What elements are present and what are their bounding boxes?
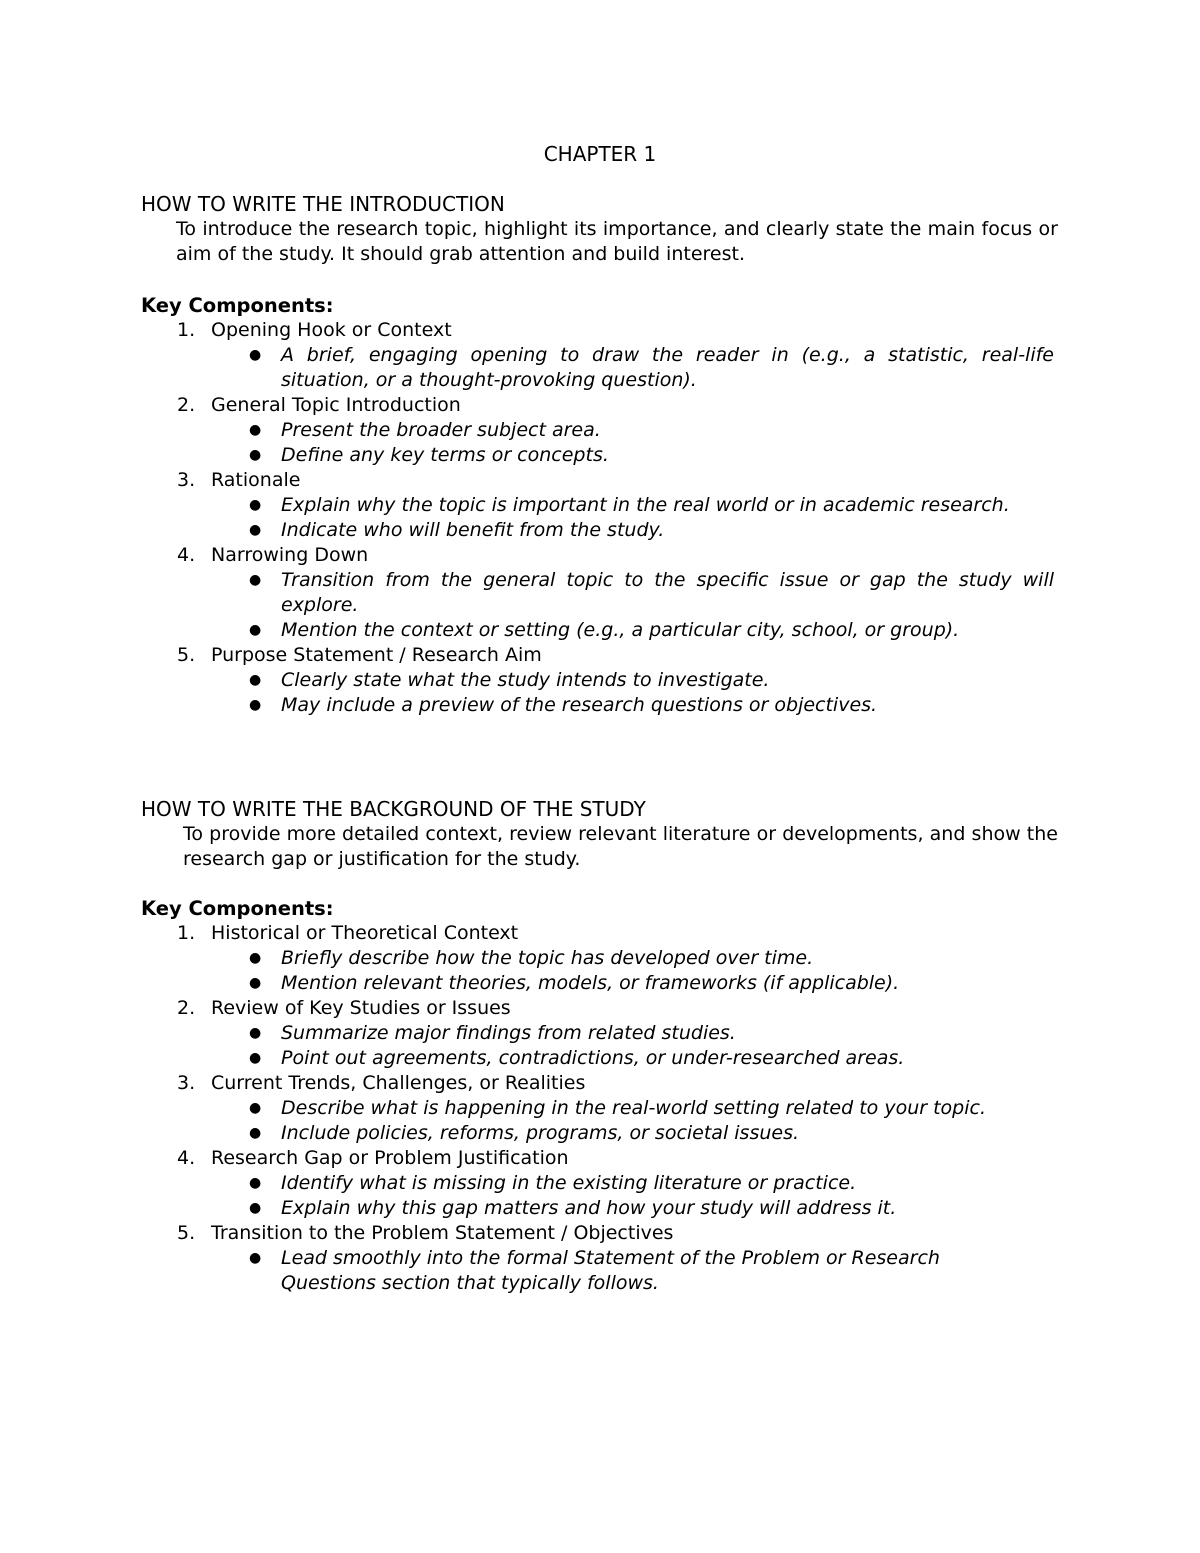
bullet-icon: ● [249,950,262,966]
bullet-point: ● Mention relevant theories, models, or frameworks (if applicable). [249,972,900,994]
component-title: Research Gap or Problem Justification [211,1147,569,1169]
component-number: 3. [177,469,196,491]
bullet-icon: ● [249,347,262,363]
bullet-point: ● Lead smoothly into the formal Statement of the Problem or Research Questions section that typically follows. [249,1247,940,1294]
component-item [141,643,1061,718]
points-list [141,668,1061,718]
bullet-point: ● A brief, engaging opening to draw the reader in (e.g., a statistic, real-life situation, or a thought-provoking question). [249,344,1054,391]
component-item [141,468,1061,543]
component-number: 2. [177,394,196,416]
component-title: Narrowing Down [211,544,369,566]
component-number: 4. [177,544,196,566]
section-heading: HOW TO WRITE THE BACKGROUND OF THE STUDY [141,797,646,821]
section-heading: HOW TO WRITE THE INTRODUCTION [141,192,505,216]
bullet-icon: ● [249,1200,262,1216]
component-item [141,393,1061,468]
component-number: 5. [177,644,196,666]
bullet-point: ● Summarize major findings from related studies. [249,1022,736,1044]
bullet-point: ● Explain why this gap matters and how your study will address it. [249,1197,897,1219]
bullet-point: ● Describe what is happening in the real-world setting related to your topic. [249,1097,986,1119]
bullet-icon: ● [249,522,262,538]
key-components-label: Key Components: [141,294,334,317]
component-title: Current Trends, Challenges, or Realities [211,1072,586,1094]
component-title: Transition to the Problem Statement / Objectives [211,1222,674,1244]
bullet-point: ● Define any key terms or concepts. [249,444,609,466]
bullet-point: ● Transition from the general topic to the specific issue or gap the study will explore. [249,569,1054,616]
components-list [141,921,1061,1296]
bullet-icon: ● [249,1175,262,1191]
component-item [141,318,1061,393]
bullet-point: ● Clearly state what the study intends to investigate. [249,669,770,691]
bullet-icon: ● [249,697,262,713]
section-description: To provide more detailed context, review relevant literature or developments, and show the research gap or justification for the study. [183,823,1058,870]
component-number: 5. [177,1222,196,1244]
component-item [141,543,1061,643]
points-list [141,1171,1061,1221]
bullet-point: ● Point out agreements, contradictions, or under-researched areas. [249,1047,905,1069]
component-title: Opening Hook or Context [211,319,452,341]
component-item [141,1071,1061,1146]
component-number: 2. [177,997,196,1019]
bullet-point: ● Briefly describe how the topic has developed over time. [249,947,814,969]
bullet-icon: ● [249,447,262,463]
bullet-icon: ● [249,1100,262,1116]
bullet-icon: ● [249,622,262,638]
bullet-icon: ● [249,672,262,688]
points-list [141,493,1061,543]
section-background [141,797,1061,1296]
component-number: 1. [177,922,196,944]
component-title: Review of Key Studies or Issues [211,997,511,1019]
points-list [141,343,1061,393]
bullet-point: ● Indicate who will benefit from the study. [249,519,665,541]
bullet-point: ● Explain why the topic is important in the real world or in academic research. [249,494,1010,516]
bullet-icon: ● [249,975,262,991]
bullet-point: ● Identify what is missing in the existing literature or practice. [249,1172,857,1194]
bullet-icon: ● [249,422,262,438]
points-list [141,1246,1061,1296]
component-number: 1. [177,319,196,341]
components-list [141,318,1061,718]
component-title: Historical or Theoretical Context [211,922,519,944]
points-list [141,418,1061,468]
bullet-point: ● Mention the context or setting (e.g., a particular city, school, or group). [249,619,960,641]
bullet-icon: ● [249,1025,262,1041]
component-number: 3. [177,1072,196,1094]
component-item [141,921,1061,996]
points-list [141,1021,1061,1071]
points-list [141,946,1061,996]
section-description: To introduce the research topic, highlight its importance, and clearly state the main focus or aim of the study. It should grab attention and build interest. [176,218,1058,265]
component-title: General Topic Introduction [211,394,461,416]
bullet-icon: ● [249,1050,262,1066]
component-title: Rationale [211,469,301,491]
points-list [141,1096,1061,1146]
component-title: Purpose Statement / Research Aim [211,644,542,666]
component-number: 4. [177,1147,196,1169]
component-item [141,996,1061,1071]
bullet-point: ● Include policies, reforms, programs, or societal issues. [249,1122,800,1144]
bullet-icon: ● [249,497,262,513]
component-item [141,1146,1061,1221]
key-components-label: Key Components: [141,897,334,920]
section-introduction [141,192,1061,718]
points-list [141,568,1061,643]
bullet-icon: ● [249,572,262,588]
chapter-title: CHAPTER 1 [543,142,657,166]
bullet-icon: ● [249,1125,262,1141]
bullet-point: ● Present the broader subject area. [249,419,601,441]
bullet-point: ● May include a preview of the research questions or objectives. [249,694,878,716]
component-item [141,1221,1061,1296]
bullet-icon: ● [249,1250,262,1266]
